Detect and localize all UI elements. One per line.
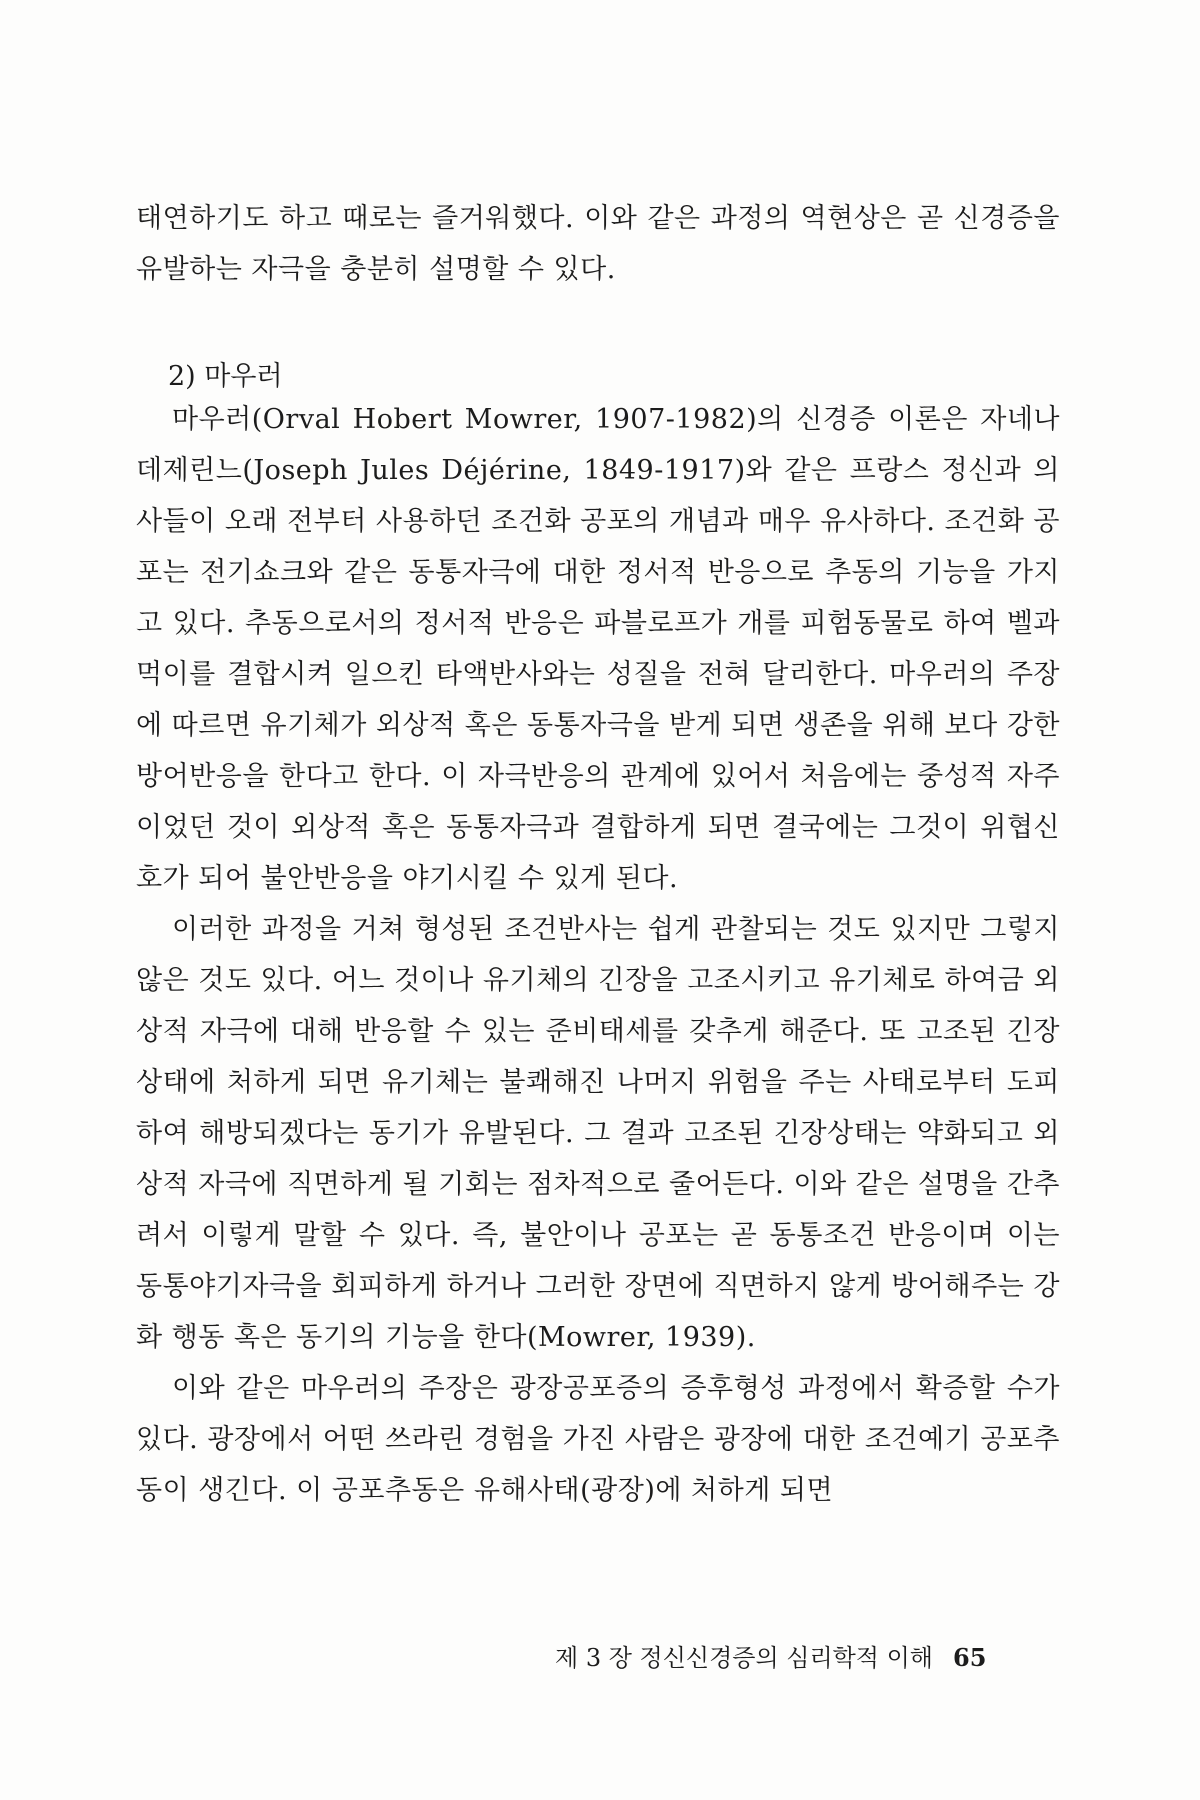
chapter-title: 제 3 장 정신신경증의 심리학적 이해	[555, 1644, 933, 1672]
section-heading: 2) 마우러	[168, 361, 283, 392]
paragraph-3: 이러한 과정을 거쳐 형성된 조건반사는 쉽게 관찰되는 것도 있지만 그렇지 않은 것도 있다. 어느 것이나 유기체의 긴장을 고조시키고 유기체로 하여금 외상적 자극에 대해 반응할 수 있는 준비태세를 갖추게 해준다. 또 고조된 긴장상태에 처하게 되면 유기체는 불쾌해진 나머지 위험을 주는 사태로부터 도피하여 해방되겠다는 동기가 유발된다. 그 결과 고조된 긴장상태는 약화되고 외상적 자극에 직면하게 될 기회는 점차적으로 줄어든다. 이와 같은 설명을 간추려서 이렇게 말할 수 있다. 즉, 불안이나 공포는 곧 동통조건 반응이며 이는 동통야기자극을 회피하게 하거나 그러한 장면에 직면하지 않게 방어해주는 강화 행동 혹은 동기의 기능을 한다(Mowrer, 1939).	[136, 914, 1060, 1353]
page-number: 65	[953, 1643, 987, 1672]
page-footer	[555, 1642, 1025, 1674]
paragraph-2: 마우러(Orval Hobert Mowrer, 1907-1982)의 신경증 이론은 자네나 데제린느(Joseph Jules Déjérine, 1849-1917)와 같은 프랑스 정신과 의사들이 오래 전부터 사용하던 조건화 공포의 개념과 매우 유사하다. 조건화 공포는 전기쇼크와 같은 동통자극에 대한 정서적 반응으로 추동의 기능을 가지고 있다. 추동으로서의 정서적 반응은 파블로프가 개를 피험동물로 하여 벨과 먹이를 결합시켜 일으킨 타액반사와는 성질을 전혀 달리한다. 마우러의 주장에 따르면 유기체가 외상적 혹은 동통자극을 받게 되면 생존을 위해 보다 강한 방어반응을 한다고 한다. 이 자극반응의 관계에 있어서 처음에는 중성적 자주이었던 것이 외상적 혹은 동통자극과 결합하게 되면 결국에는 그것이 위협신호가 되어 불안반응을 야기시킬 수 있게 된다.	[136, 404, 1060, 894]
paragraph-4: 이와 같은 마우러의 주장은 광장공포증의 증후형성 과정에서 확증할 수가 있다. 광장에서 어떤 쓰라린 경험을 가진 사람은 광장에 대한 조건예기 공포추동이 생긴다. 이 공포추동은 유해사태(광장)에 처하게 되면	[136, 1373, 1060, 1506]
section-gap	[136, 295, 1060, 343]
paragraph-1: 태연하기도 하고 때로는 즐거워했다. 이와 같은 과정의 역현상은 곧 신경증을 유발하는 자극을 충분히 설명할 수 있다.	[136, 203, 1060, 285]
